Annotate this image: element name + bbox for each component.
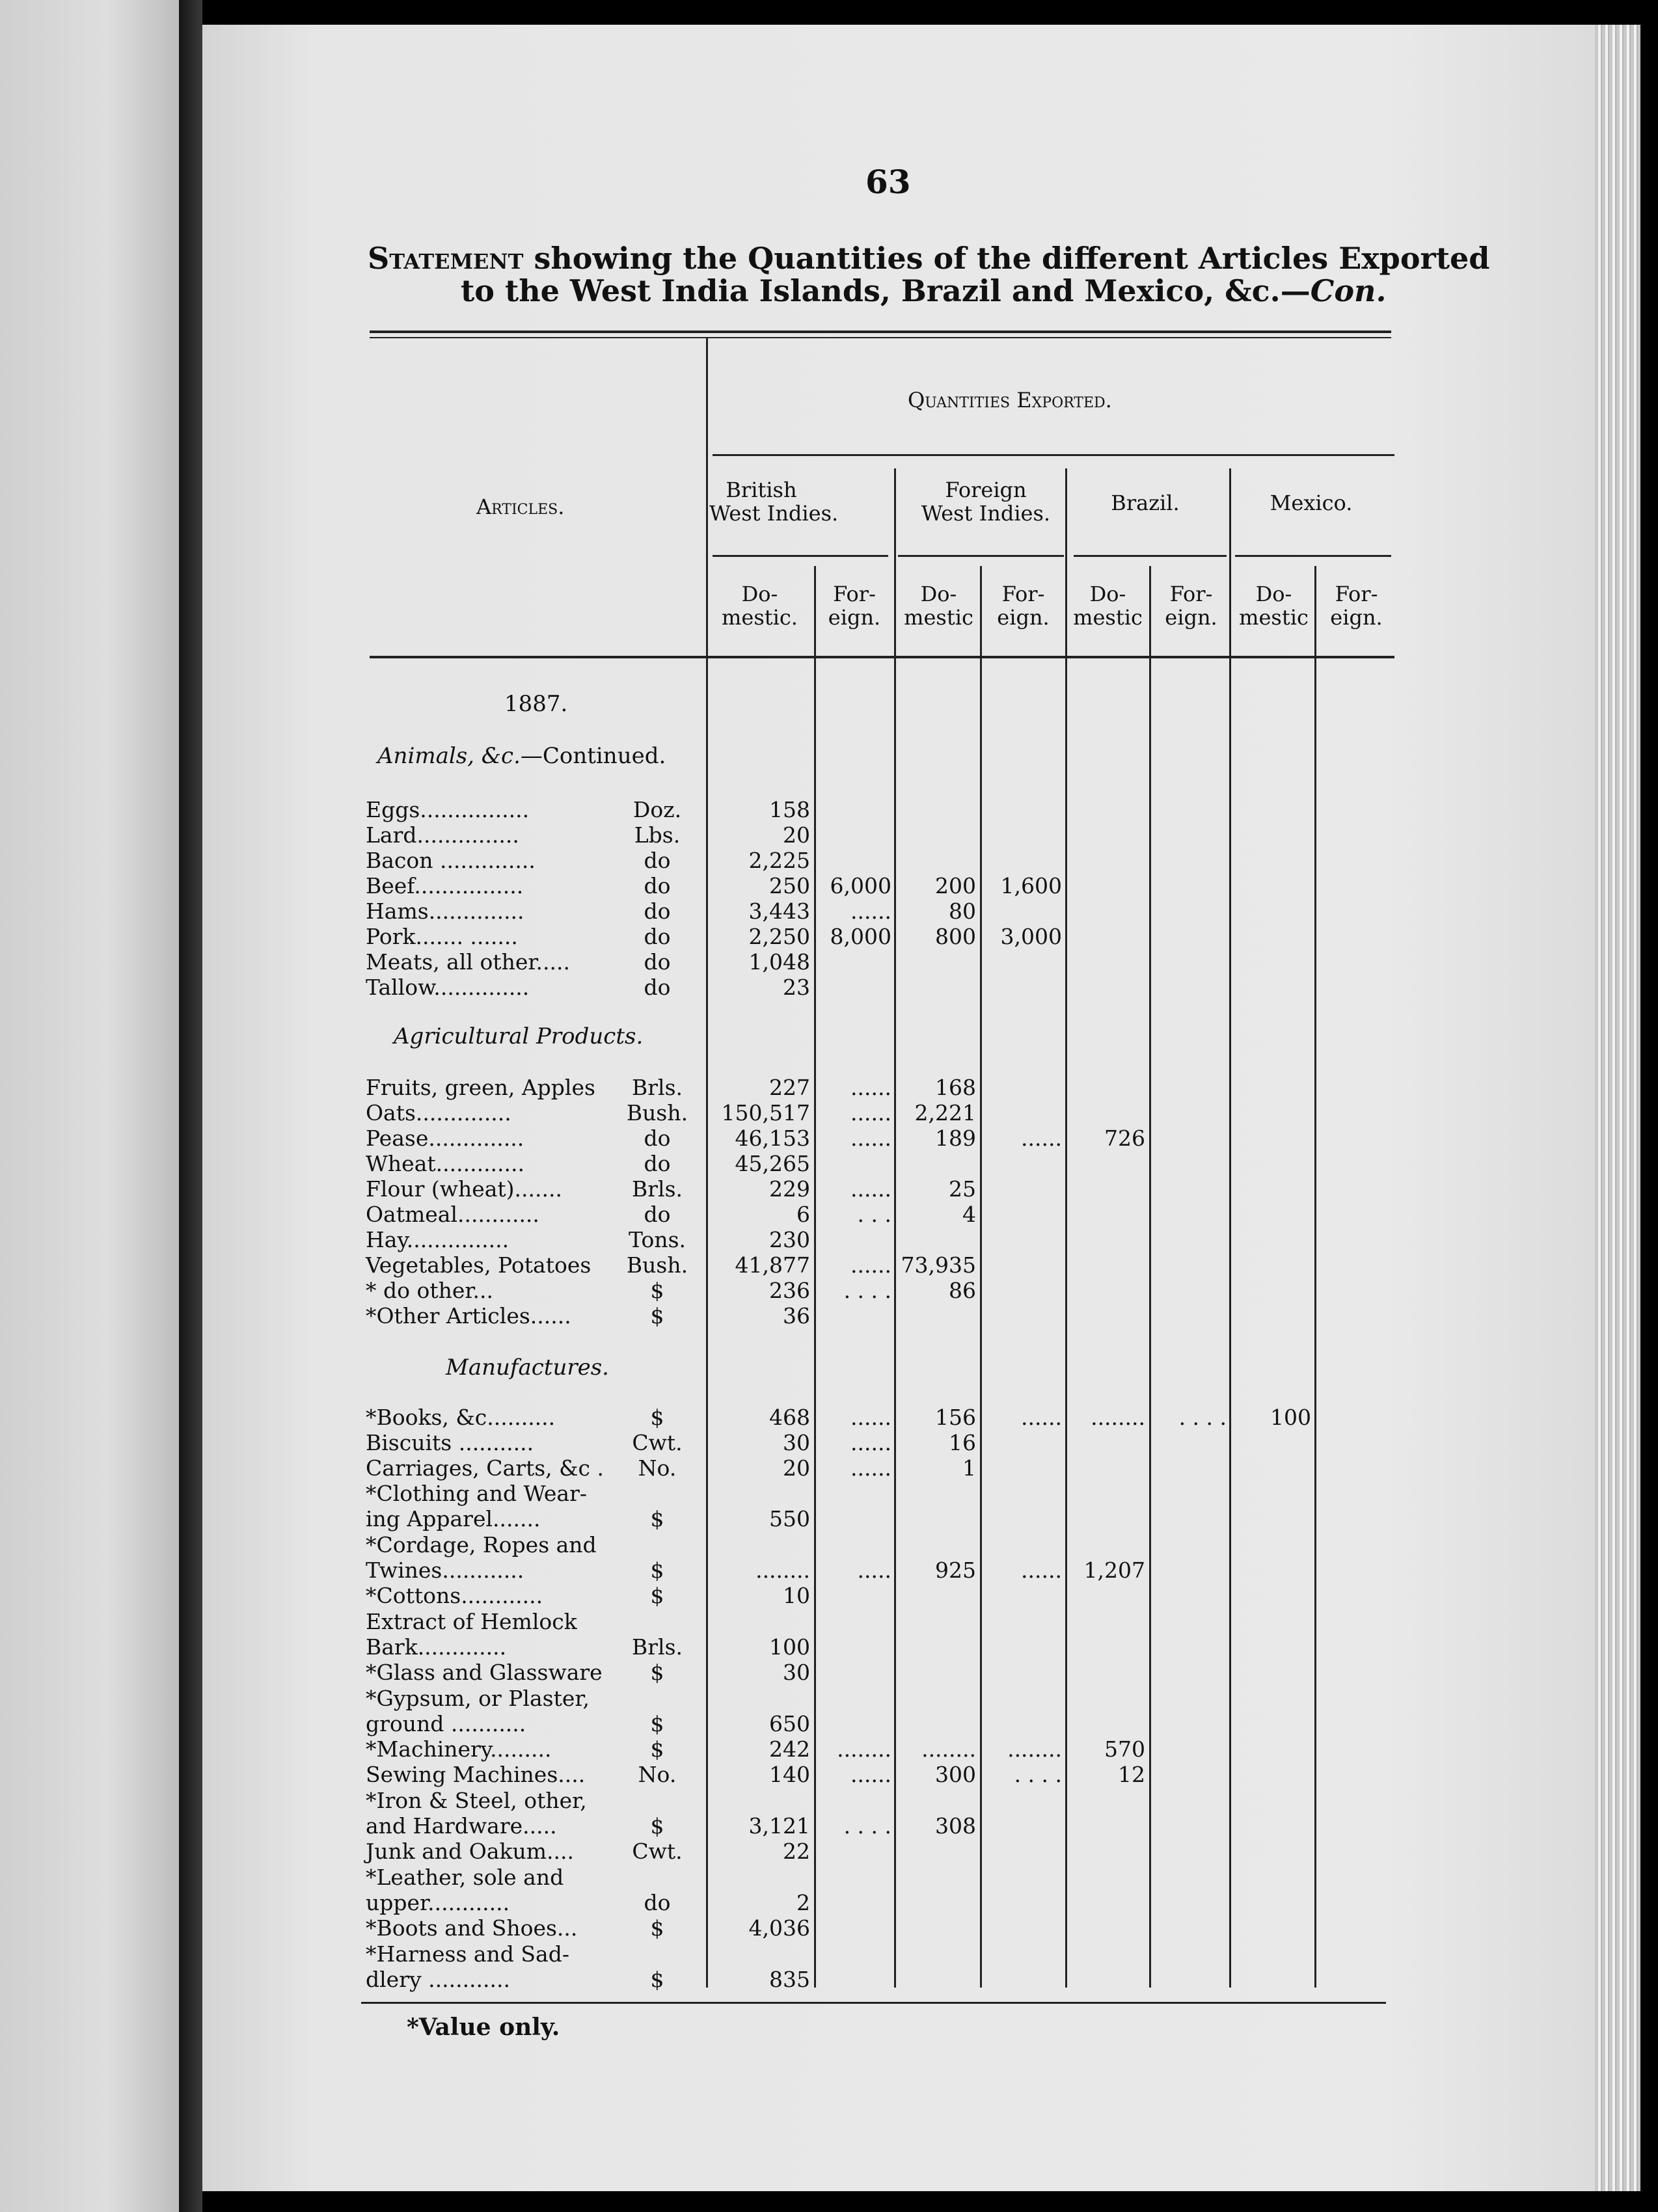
- cell-value: 4,036: [748, 1915, 810, 1941]
- cell-value: 800: [935, 924, 976, 949]
- cell-value: . . . .: [1014, 1762, 1062, 1787]
- cell-value: ......: [1021, 1558, 1062, 1583]
- row-label: Hams..............: [366, 898, 524, 924]
- region-underline-bwi: [713, 555, 888, 557]
- cell-value: ......: [850, 1126, 891, 1151]
- bottom-rule: [361, 2002, 1386, 2004]
- row-label: *Cordage, Ropes and: [366, 1532, 597, 1558]
- cell-value: 2,250: [748, 924, 810, 949]
- cell-value: 1,207: [1083, 1558, 1145, 1583]
- row-unit: No.: [638, 1455, 677, 1481]
- row-label: *Harness and Sad-: [366, 1941, 569, 1967]
- title-main: to the West India Islands, Brazil and Mexico, &c.—: [461, 273, 1311, 308]
- cell-value: ........: [837, 1736, 891, 1762]
- cell-value: ......: [1021, 1126, 1062, 1151]
- cell-value: 36: [783, 1303, 810, 1329]
- cell-value: 835: [769, 1967, 810, 1992]
- row-unit: do: [644, 873, 671, 898]
- row-unit: Doz.: [632, 797, 682, 822]
- cell-value: ......: [850, 1252, 891, 1278]
- cell-value: ........: [1007, 1736, 1062, 1762]
- cell-value: 73,935: [901, 1252, 976, 1278]
- region-brazil: Brazil.: [1111, 491, 1180, 515]
- sub-header-8: For- eign.: [1330, 582, 1383, 630]
- cell-value: 3,443: [748, 898, 810, 924]
- row-label: *Other Articles......: [366, 1303, 571, 1329]
- cell-value: ......: [850, 898, 891, 924]
- sub-header-2: For- eign.: [828, 582, 881, 630]
- col-line-4: [1065, 468, 1067, 1988]
- row-label: Bark.............: [366, 1634, 507, 1660]
- row-unit: $: [650, 1915, 664, 1941]
- row-unit: do: [644, 1151, 671, 1176]
- cell-value: ......: [1021, 1405, 1062, 1430]
- row-unit: Tons.: [629, 1227, 686, 1252]
- cell-value: ........: [921, 1736, 976, 1762]
- book-gutter: [179, 0, 202, 2212]
- row-label: ground ...........: [366, 1711, 526, 1736]
- row-unit: do: [644, 898, 671, 924]
- row-label: Extract of Hemlock: [366, 1609, 577, 1634]
- top-rule-2: [370, 337, 1391, 338]
- cell-value: 229: [769, 1176, 810, 1202]
- row-unit: $: [650, 1558, 664, 1583]
- row-unit: do: [644, 1890, 671, 1915]
- row-unit: do: [644, 848, 671, 873]
- row-unit: Brls.: [631, 1075, 683, 1100]
- title-rest: showing the Quantities of the different Articles Exported: [523, 241, 1490, 276]
- cell-value: 30: [783, 1430, 810, 1455]
- row-label: Eggs................: [366, 797, 530, 822]
- row-unit: do: [644, 1202, 671, 1227]
- row-label: *Books, &c..........: [366, 1405, 556, 1430]
- cell-value: 1,048: [748, 949, 810, 975]
- row-label: Carriages, Carts, &c .: [366, 1455, 604, 1481]
- cell-value: ......: [850, 1455, 891, 1481]
- row-unit: do: [644, 1126, 671, 1151]
- cell-value: 6,000: [830, 873, 891, 898]
- cell-value: 200: [935, 873, 976, 898]
- cell-value: 726: [1104, 1126, 1145, 1151]
- cell-value: 12: [1118, 1762, 1145, 1787]
- row-label: upper............: [366, 1890, 510, 1915]
- cell-value: 46,153: [735, 1126, 810, 1151]
- row-unit: $: [650, 1736, 664, 1762]
- cell-value: 300: [935, 1762, 976, 1787]
- quantities-exported-header: Quantities Exported.: [908, 388, 1112, 412]
- cell-value: 925: [935, 1558, 976, 1583]
- col-line-6: [1229, 468, 1231, 1988]
- cell-value: 80: [949, 898, 976, 924]
- cell-value: 140: [769, 1762, 810, 1787]
- cell-value: 100: [1270, 1405, 1311, 1430]
- row-label: Biscuits ...........: [366, 1430, 534, 1455]
- cell-value: . . . .: [843, 1278, 891, 1303]
- cell-value: 1: [962, 1455, 976, 1481]
- section-manufactures: Manufactures.: [446, 1355, 609, 1381]
- row-unit: $: [650, 1967, 664, 1992]
- row-unit: Brls.: [631, 1176, 683, 1202]
- row-label: Hay...............: [366, 1227, 510, 1252]
- region-underline-brazil: [1074, 555, 1227, 557]
- cell-value: .....: [857, 1558, 891, 1583]
- row-unit: Cwt.: [632, 1430, 683, 1455]
- cell-value: 10: [783, 1583, 810, 1608]
- cell-value: ......: [850, 1100, 891, 1126]
- row-unit: No.: [638, 1762, 677, 1787]
- row-label: *Clothing and Wear-: [366, 1481, 588, 1506]
- cell-value: 45,265: [735, 1151, 810, 1176]
- row-label: Lard...............: [366, 822, 519, 848]
- col-line-articles: [706, 338, 708, 1988]
- cell-value: 189: [935, 1126, 976, 1151]
- region-mexico: Mexico.: [1270, 491, 1353, 515]
- top-rule: [370, 330, 1391, 333]
- row-unit: $: [650, 1660, 664, 1685]
- row-label: Meats, all other.....: [366, 949, 570, 975]
- col-line-1: [814, 566, 816, 1988]
- row-label: Vegetables, Potatoes: [366, 1252, 591, 1278]
- row-unit: $: [650, 1813, 664, 1839]
- cell-value: 22: [783, 1839, 810, 1864]
- cell-value: 250: [769, 873, 810, 898]
- title-lead: Statement: [368, 241, 524, 276]
- header-bottom-rule: [370, 656, 1394, 658]
- col-line-7: [1314, 566, 1316, 1988]
- sub-header-7: Do- mestic: [1239, 582, 1309, 630]
- cell-value: ......: [850, 1405, 891, 1430]
- cell-value: 25: [949, 1176, 976, 1202]
- cell-value: 2: [796, 1890, 810, 1915]
- title-line-2: [461, 273, 1386, 308]
- cell-value: 8,000: [830, 924, 891, 949]
- left-page-margin: [0, 0, 179, 2212]
- row-label: Pease..............: [366, 1126, 524, 1151]
- sub-header-3: Do- mestic: [904, 582, 973, 630]
- row-label: *Leather, sole and: [366, 1865, 564, 1890]
- row-unit: do: [644, 924, 671, 949]
- cell-value: 86: [949, 1278, 976, 1303]
- cell-value: 650: [769, 1711, 810, 1736]
- cell-value: ......: [850, 1430, 891, 1455]
- row-unit: $: [650, 1583, 664, 1608]
- cell-value: . . . .: [1178, 1405, 1227, 1430]
- row-label: Junk and Oakum....: [366, 1839, 574, 1864]
- row-unit: Bush.: [626, 1100, 688, 1126]
- title-line-1: [368, 241, 1489, 276]
- cell-value: 168: [935, 1075, 976, 1100]
- cell-value: 3,121: [748, 1813, 810, 1839]
- cell-value: 570: [1104, 1736, 1145, 1762]
- sub-header-1: Do- mestic.: [722, 582, 798, 630]
- cell-value: 6: [796, 1202, 810, 1227]
- row-unit: $: [650, 1405, 664, 1430]
- cell-value: 242: [769, 1736, 810, 1762]
- cell-value: 3,000: [1000, 924, 1062, 949]
- articles-header: Articles.: [476, 494, 565, 519]
- quantities-underline: [713, 454, 1394, 456]
- row-label: *Boots and Shoes...: [366, 1915, 578, 1941]
- cell-value: ......: [850, 1075, 891, 1100]
- row-label: Oats..............: [366, 1100, 511, 1126]
- sub-header-5: Do- mestic: [1073, 582, 1143, 630]
- row-label: Oatmeal............: [366, 1202, 539, 1227]
- row-unit: $: [650, 1303, 664, 1329]
- cell-value: 236: [769, 1278, 810, 1303]
- row-label: Twines............: [366, 1558, 524, 1583]
- row-unit: do: [644, 975, 671, 1000]
- cell-value: 2,225: [748, 848, 810, 873]
- row-label: dlery ............: [366, 1967, 510, 1992]
- row-unit: $: [650, 1711, 664, 1736]
- cell-value: ......: [850, 1176, 891, 1202]
- row-label: Flour (wheat).......: [366, 1176, 562, 1202]
- cell-value: . . .: [857, 1202, 891, 1227]
- region-foreign-wi: Foreign West Indies.: [921, 478, 1051, 526]
- row-label: Wheat.............: [366, 1151, 525, 1176]
- cell-value: 1,600: [1000, 873, 1062, 898]
- section-animals: Animals, &c.—Continued.: [377, 743, 666, 769]
- row-label: and Hardware.....: [366, 1813, 557, 1839]
- row-label: Bacon ..............: [366, 848, 536, 873]
- row-label: *Cottons............: [366, 1583, 543, 1608]
- cell-value: 227: [769, 1075, 810, 1100]
- col-line-5: [1149, 566, 1151, 1988]
- footnote: *Value only.: [407, 2014, 560, 2041]
- row-unit: $: [650, 1506, 664, 1531]
- row-unit: Bush.: [626, 1252, 688, 1278]
- cell-value: 2,221: [914, 1100, 976, 1126]
- row-unit: $: [650, 1278, 664, 1303]
- cell-value: 30: [783, 1660, 810, 1685]
- row-label: ing Apparel.......: [366, 1506, 541, 1531]
- cell-value: 41,877: [735, 1252, 810, 1278]
- row-label: *Glass and Glassware: [366, 1660, 603, 1685]
- cell-value: 16: [949, 1430, 976, 1455]
- section-agricultural: Agricultural Products.: [394, 1023, 644, 1049]
- region-underline-fwi: [898, 555, 1064, 557]
- cell-value: 20: [783, 822, 810, 848]
- row-label: Beef................: [366, 873, 524, 898]
- title-italic: Con.: [1310, 273, 1387, 308]
- cell-value: ........: [755, 1558, 810, 1583]
- sub-header-6: For- eign.: [1165, 582, 1217, 630]
- cell-value: 156: [935, 1405, 976, 1430]
- cell-value: ......: [850, 1762, 891, 1787]
- row-unit: Cwt.: [632, 1839, 683, 1864]
- cell-value: 4: [962, 1202, 976, 1227]
- row-label: * do other...: [366, 1278, 494, 1303]
- row-label: *Gypsum, or Plaster,: [366, 1686, 590, 1711]
- cell-value: 150,517: [721, 1100, 810, 1126]
- row-label: Fruits, green, Apples: [366, 1075, 595, 1100]
- col-line-2: [894, 468, 896, 1988]
- row-label: Tallow..............: [366, 975, 530, 1000]
- page-edges: [1595, 25, 1640, 2191]
- cell-value: 20: [783, 1455, 810, 1481]
- sub-header-4: For- eign.: [997, 582, 1050, 630]
- row-unit: do: [644, 949, 671, 975]
- region-british-wi: British West Indies.: [709, 478, 839, 526]
- cell-value: . . . .: [843, 1813, 891, 1839]
- row-unit: Lbs.: [634, 822, 681, 848]
- page-number: 63: [865, 163, 911, 201]
- row-label: *Iron & Steel, other,: [366, 1788, 587, 1813]
- region-underline-mexico: [1235, 555, 1391, 557]
- cell-value: ........: [1091, 1405, 1145, 1430]
- row-label: *Machinery.........: [366, 1736, 552, 1762]
- row-label: Pork....... .......: [366, 924, 518, 949]
- cell-value: 308: [935, 1813, 976, 1839]
- cell-value: 100: [769, 1634, 810, 1660]
- cell-value: 468: [769, 1405, 810, 1430]
- cell-value: 23: [783, 975, 810, 1000]
- cell-value: 550: [769, 1506, 810, 1531]
- col-line-3: [980, 566, 982, 1988]
- year-label: 1887.: [504, 691, 568, 717]
- cell-value: 158: [769, 797, 810, 822]
- row-unit: Brls.: [631, 1634, 683, 1660]
- cell-value: 230: [769, 1227, 810, 1252]
- row-label: Sewing Machines....: [366, 1762, 586, 1787]
